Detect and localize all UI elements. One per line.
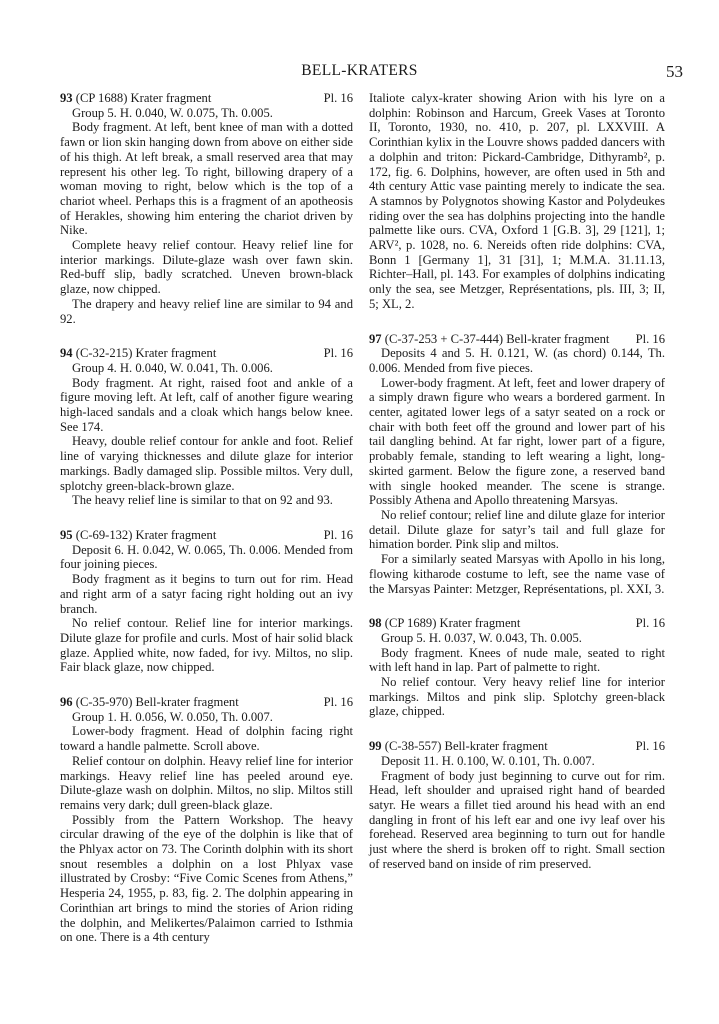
entry-paragraph: Body fragment. At left, bent knee of man with a dotted fawn or lion skin hanging down from above on either side of his thigh. At left break, a small reserved area that may represent his other leg. To right, billowing drapery of a woman moving to right, below which is the top of a chariot wheel. Perhaps this is a fragment of an apotheosis of Herakles, showing him entering the chariot driven by Nike.: [60, 120, 353, 238]
catalog-entry-98: [369, 616, 665, 719]
entry-id: (C-37-253 + C-37-444) Bell-krater fragment: [384, 331, 610, 346]
entry-meta: Deposits 4 and 5. H. 0.121, W. (as chord) 0.144, Th. 0.006. Mended from five pieces.: [369, 346, 665, 375]
entry-paragraph: Body fragment as it begins to turn out for rim. Head and right arm of a satyr facing right holding out an ivy branch.: [60, 572, 353, 616]
entry-paragraph: The heavy relief line is similar to that on 92 and 93.: [72, 493, 333, 508]
entry-meta: Group 4. H. 0.040, W. 0.041, Th. 0.006.: [72, 360, 273, 375]
entry-meta: Group 1. H. 0.056, W. 0.050, Th. 0.007.: [72, 709, 273, 724]
catalog-entry-97: [369, 332, 665, 597]
entry-paragraph: No relief contour; relief line and dilute glaze for interior detail. Dilute glaze for satyr’s tail and full glaze for himation border. Pink slip and miltos.: [369, 507, 665, 552]
plate-ref: Pl. 16: [323, 695, 353, 710]
plate-ref: Pl. 16: [635, 616, 665, 631]
continued-paragraph: [369, 91, 665, 312]
entry-id: (CP 1689) Krater fragment: [384, 616, 521, 631]
catalog-entry-94: [60, 346, 353, 508]
entry-paragraph: For a similarly seated Marsyas with Apollo in his long, flowing kitharode costume to left, see the name vase of the Marsyas Painter: Metzger, Représentations, pl. XXI, 3.: [369, 552, 665, 596]
entry-id: (C-32-215) Krater fragment: [75, 346, 217, 361]
entry-id: (C-69-132) Krater fragment: [75, 527, 217, 542]
catalog-entry-95: [60, 528, 353, 675]
entry-number: 95: [60, 527, 73, 542]
entry-paragraph: Body fragment. Knees of nude male, seated to right with left hand in lap. Part of palmette to right.: [369, 645, 665, 675]
entry-number: 98: [369, 616, 382, 631]
entry-paragraph: Heavy, double relief contour for ankle and foot. Relief line of varying thicknesses and dilute glaze for interior markings. Badly damaged slip. Possible miltos. Very dull, splotchy green-black-brown glaze.: [60, 434, 353, 493]
entry-paragraph: Relief contour on dolphin. Heavy relief line for interior markings. Heavy relief line has peeled around eye. Dilute-glaze wash on dolphin. Miltos, no slip. Miltos still remains very dark; dull green-black glaze.: [60, 753, 353, 812]
entry-id: (CP 1688) Krater fragment: [75, 91, 212, 105]
entry-id: (C-38-557) Bell-krater fragment: [384, 739, 548, 754]
entry-number: 93: [60, 91, 73, 105]
entry-paragraph: Lower-body fragment. Head of dolphin facing right toward a handle palmette. Scroll above.: [60, 724, 353, 754]
entry-meta: Deposit 6. H. 0.042, W. 0.065, Th. 0.006. Mended from four joining pieces.: [60, 542, 353, 572]
catalog-entry-96: [60, 695, 353, 945]
plate-ref: Pl. 16: [635, 739, 665, 754]
entry-paragraph: No relief contour. Very heavy relief line for interior markings. Miltos and pink slip. Splotchy green-black glaze, chipped.: [369, 675, 665, 719]
entry-paragraph: Body fragment. At right, raised foot and ankle of a figure moving left. At left, calf of another figure wearing high-laced sandals and a cloak which hangs below knee. See 174.: [60, 375, 353, 434]
entry-paragraph: Possibly from the Pattern Workshop. The heavy circular drawing of the eye of the dolphin is like that of the Phlyax actor on 73. The Corinth dolphin with its short snout resembles a dolphin on a lost Phlyax vase illustrated by Crosby: “Five Comic Scenes from Athens,” Hesperia 24, 1955, p. 83, fig. 2. The dolphin appearing in Corinthian art brings to mind the stories of Arion riding the dolphin, and Melikertes/Palaimon carried to Isthmia on one. There is a 4th century: [60, 812, 353, 945]
entry-paragraph: Complete heavy relief contour. Heavy relief line for interior markings. Dilute-glaze wash over fawn skin. Red-buff slip, badly scratched. Uneven brown-black glaze, now chipped.: [60, 238, 353, 297]
entry-meta: Group 5. H. 0.037, W. 0.043, Th. 0.005.: [381, 630, 582, 645]
entry-paragraph: No relief contour. Relief line for interior markings. Dilute glaze for profile and curls. Most of hair solid black glaze. Applied white, now faded, for ivy. Miltos, no slip. Fair black glaze, now chipped.: [60, 616, 353, 675]
catalog-entry-99: [369, 739, 665, 871]
entry-paragraph: Fragment of body just beginning to curve out for rim. Head, left shoulder and upraised right hand of bearded satyr. He wears a fillet tied around his head with an end dangling in front of his left ear and one ivy leaf over his forehead. Reserved area beginning to turn out for handle just where the sherd is broken off to right. Small section of reserved band on inside of rim preserved.: [369, 768, 665, 871]
right-column: [369, 91, 665, 891]
entry-id: (C-35-970) Bell-krater fragment: [75, 695, 239, 710]
page-number: 53: [666, 62, 683, 81]
plate-ref: Pl. 16: [323, 346, 353, 361]
plate-ref: Pl. 16: [635, 331, 665, 346]
entry-meta: Group 5. H. 0.040, W. 0.075, Th. 0.005.: [72, 105, 273, 120]
running-head: [0, 62, 719, 82]
entry-meta: Deposit 11. H. 0.100, W. 0.101, Th. 0.007.: [381, 753, 595, 768]
entry-number: 99: [369, 739, 382, 754]
entry-paragraph: Italiote calyx-krater showing Arion with his lyre on a dolphin: Robinson and Harcum, Greek Vases at Toronto II, Toronto, 1930, no. 410, p. 207, pl. LXXVIII. A Corinthian kylix in the Louvre shows padded dancers with a dolphin and triton: Pickard-Cambridge, Dithyramb², p. 172, fig. 6. Dolphins, however, are often used in 5th and 4th century Attic vase painting merely to indicate the sea. A stamnos by Polygnotos showing Kastor and Polydeukes riding over the sea has dolphins projecting into the handle palmette like ours. CVA, Oxford 1 [G.B. 3], 29 [121], 1; ARV², p. 1028, no. 6. Nereids often ride dolphins: CVA, Bonn 1 [Germany 1], 31 [31], 1; M.M.A. 31.11.13, Richter–Hall, pl. 143. For examples of dolphins indicating only the sea, see Metzger, Représentations, pls. III, 3; II, 5; XL, 2.: [369, 91, 665, 311]
entry-paragraph: Lower-body fragment. At left, feet and lower drapery of a simply drawn figure who wears a bordered garment. In center, agitated lower legs of a satyr seated on a rock or chair with both feet off the ground and lower part of his tail dangling behind. At far right, lower part of a figure, probably female, standing to left wearing a light, long-skirted garment. Below the figure zone, a reserved band with single hooked meander. The scene is strange. Possibly Athena and Apollo threatening Marsyas.: [369, 375, 665, 508]
entry-paragraph: The drapery and heavy relief line are similar to 94 and 92.: [60, 296, 353, 326]
catalog-entry-93: [60, 91, 353, 326]
plate-ref: Pl. 16: [323, 91, 353, 105]
entry-number: 94: [60, 346, 73, 361]
left-column: [60, 91, 353, 965]
entry-number: 96: [60, 695, 73, 710]
page-title: BELL-KRATERS: [301, 62, 418, 79]
plate-ref: Pl. 16: [323, 527, 353, 542]
entry-number: 97: [369, 331, 382, 346]
